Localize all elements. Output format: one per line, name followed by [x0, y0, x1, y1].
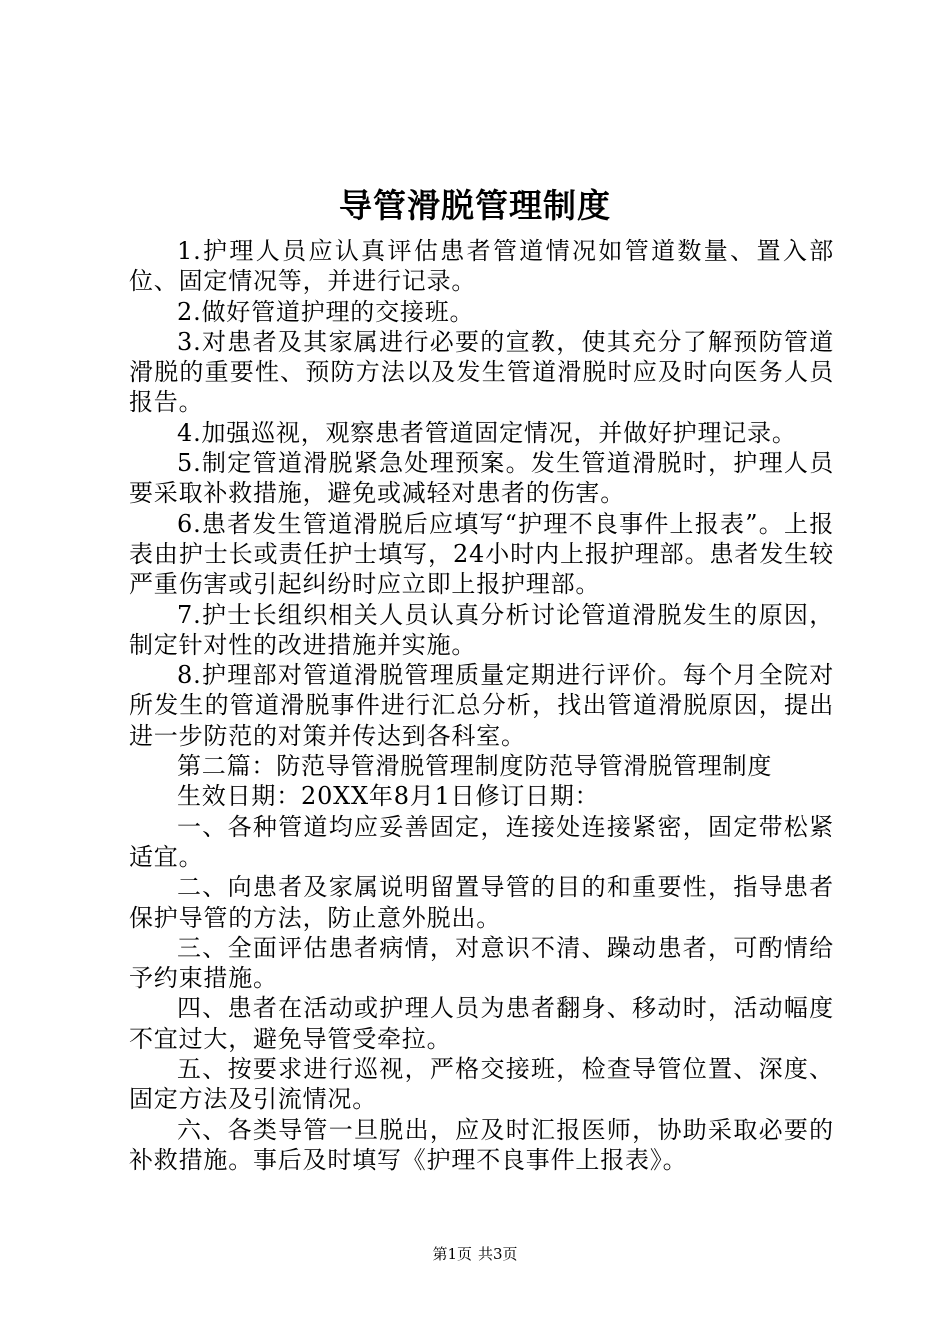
rule-item-4: 四、患者在活动或护理人员为患者翻身、移动时，活动幅度不宜过大，避免导管受牵拉。 — [129, 994, 834, 1053]
effective-date-line: 生效日期：20XX年8月1日修订日期： — [177, 782, 600, 811]
rule-item-1: 一、各种管道均应妥善固定，连接处连接紧密，固定带松紧适宜。 — [129, 812, 834, 871]
rule-item-2: 二、向患者及家属说明留置导管的目的和重要性，指导患者保护导管的方法，防止意外脱出。 — [129, 873, 834, 932]
document-body — [129, 236, 834, 1175]
rule-item-3: 三、全面评估患者病情，对意识不清、躁动患者，可酌情给予约束措施。 — [129, 933, 834, 993]
paragraph-7: 7.护士长组织相关人员认真分析讨论管道滑脱发生的原因，制定针对性的改进措施并实施。 — [129, 600, 834, 659]
paragraph-8: 8.护理部对管道滑脱管理质量定期进行评价。每个月全院对所发生的管道滑脱事件进行汇总分析，找出管道滑脱原因，提出进一步防范的对策并传达到各科室。 — [129, 661, 834, 750]
document-title: 导管滑脱管理制度 — [339, 186, 611, 225]
paragraph-4: 4.加强巡视，观察患者管道固定情况，并做好护理记录。 — [177, 418, 797, 447]
rule-item-6: 六、各类导管一旦脱出，应及时汇报医师，协助采取必要的补救措施。事后及时填写《护理不良事件上报表》。 — [129, 1115, 834, 1174]
paragraph-5: 5.制定管道滑脱紧急处理预案。发生管道滑脱时，护理人员要采取补救措施，避免或减轻对患者的伤害。 — [129, 449, 834, 508]
paragraph-3: 3.对患者及其家属进行必要的宣教，使其充分了解预防管道滑脱的重要性、预防方法以及发生管道滑脱时应及时向医务人员报告。 — [129, 327, 834, 417]
paragraph-6: 6.患者发生管道滑脱后应填写“护理不良事件上报表”。上报表由护士长或责任护士填写，24小时内上报护理部。患者发生较严重伤害或引起纠纷时应立即上报护理部。 — [129, 509, 834, 599]
page-footer — [0, 1244, 950, 1264]
rule-item-5: 五、按要求进行巡视，严格交接班，检查导管位置、深度、固定方法及引流情况。 — [129, 1055, 834, 1114]
page-total: 共3页 — [478, 1245, 518, 1263]
page-number: 第1页 — [432, 1245, 472, 1263]
paragraph-1: 1.护理人员应认真评估患者管道情况如管道数量、置入部位、固定情况等，并进行记录。 — [129, 237, 834, 296]
section-heading-part-two: 第二篇：防范导管滑脱管理制度防范导管滑脱管理制度 — [177, 752, 773, 781]
paragraph-2: 2.做好管道护理的交接班。 — [177, 297, 475, 326]
